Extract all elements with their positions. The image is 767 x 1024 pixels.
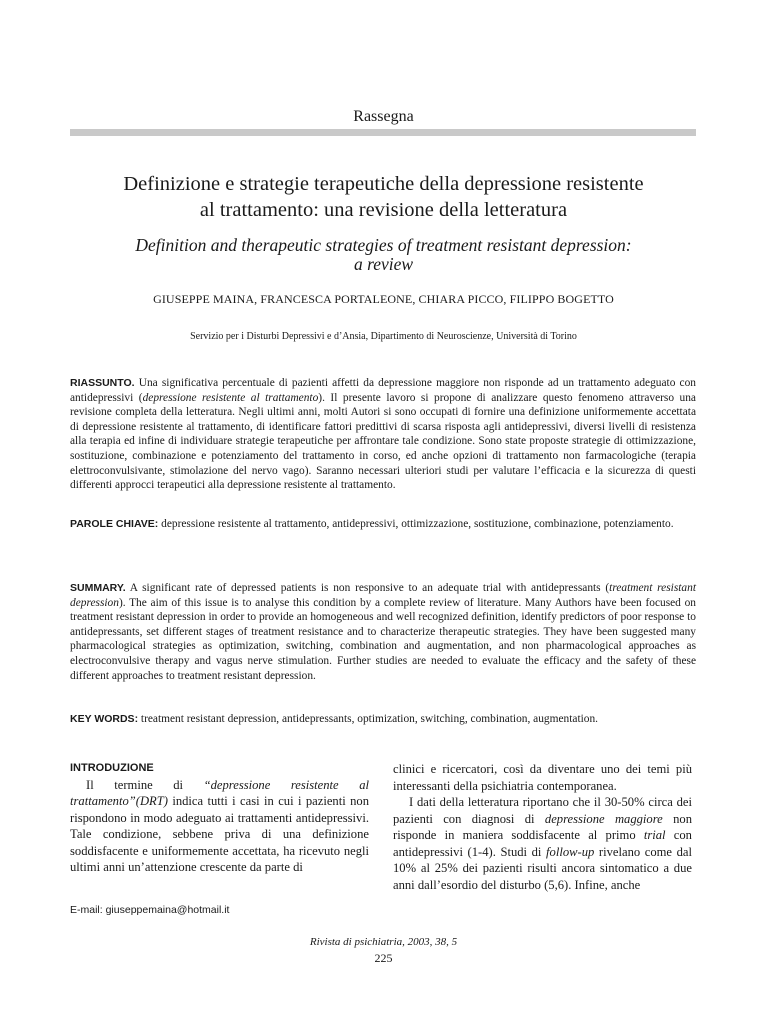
intro-p2-italic-3: follow-up bbox=[546, 844, 595, 859]
journal-citation: Rivista di psichiatria, 2003, 38, 5 bbox=[309, 936, 458, 948]
section-label: Rassegna bbox=[353, 108, 414, 125]
title-en-line-2: a review bbox=[353, 254, 414, 274]
author-email: E-mail: giuseppemaina@hotmail.it bbox=[70, 904, 230, 916]
key-words-text: treatment resistant depression, antidepressants, optimization, switching, combination, augmentation. bbox=[138, 713, 599, 725]
section-heading-introduzione: INTRODUZIONE bbox=[70, 762, 154, 774]
parole-chiave-label: PAROLE CHIAVE: bbox=[70, 518, 159, 530]
title-line-2: al trattamento: una revisione della letteratura bbox=[199, 199, 568, 221]
header-rule bbox=[70, 129, 696, 136]
intro-p1-italic: “depressione resistente al trattamento”(DRT) bbox=[70, 777, 369, 808]
key-words bbox=[70, 712, 696, 727]
summary-text-italic: treatment resistant depression bbox=[70, 582, 696, 609]
parole-chiave-text: depressione resistente al trattamento, antidepressivi, ottimizzazione, sostituzione, combinazione, potenziamento. bbox=[158, 518, 674, 530]
intro-p2-italic-2: trial bbox=[643, 828, 666, 842]
intro-p1-text-b: indica tutti i casi in cui i pazienti non rispondono in modo adeguato ai trattamenti antidepressivi. Tale condizione, sebbene priva di una definizione soddisfacente e uniformemente accettata, ha ricevuto negli ultimi anni un’attenzione crescente da parte di bbox=[70, 794, 369, 874]
intro-p2-text-c: con antidepressivi (1-4). Studi di bbox=[393, 828, 692, 859]
intro-p2-text-a: I dati della letteratura riportano che il 30-50% circa dei pazienti con diagnosi di bbox=[393, 795, 692, 826]
intro-paragraph-continued: clinici e ricercatori, così da diventare uno dei temi più interessanti della psichiatria contemporanea. bbox=[393, 762, 692, 793]
parole-chiave bbox=[70, 517, 696, 532]
article-title bbox=[80, 171, 687, 223]
intro-paragraph-2 bbox=[393, 794, 692, 893]
intro-paragraph-1 bbox=[70, 777, 369, 876]
summary-text-b: ). The aim of this issue is to analyse this condition by a complete review of literature. Many Authors have been focused on treatment resistant depression in order to provide an homogeneous and well recognized definition, identify predictors of poor response to antidepressants, set different stages of treatment resistance and to characterize therapeutic strategies. They have been suggested many pharmacological strategies as optimization, switching, combination and augmentation, and non pharmacological approaches as electroconvulsive therapy and vagus nerve stimulation. Further studies are needed to evaluate the efficacy and the safety of these different approaches to treatment resistant depression. bbox=[70, 596, 696, 682]
summary-text-a: A significant rate of depressed patients is non responsive to an adequate trial with antidepressants ( bbox=[125, 582, 610, 594]
riassunto-text-b: ). Il presente lavoro si propone di analizzare questo fenomeno attraverso una revisione completa della letteratura. Negli ultimi anni, molti Autori si sono occupati di fornire una definizione uniformemente accettata di depressione resistente al trattamento, di identificare fattori predittivi di scarsa risposta agli antidepressivi, diversi livelli di resistenza alla terapia ed infine di individuare strategie terapeutiche per affrontare tale condizione. Sono state proposte strategie di ottimizzazione, sostituzione, combinazione e potenziamento del trattamento in corso, ed anche opzioni di trattamento non farmacologiche (terapia elettroconvulsivante, stimolazione del nervo vago). Saranno necessari ulteriori studi per valutare l’efficacia e la sicurezza di questi differenti approcci terapeutici alla depressione resistente al trattamento. bbox=[70, 391, 696, 492]
intro-p2-text-b: non risponde in maniera soddisfacente al primo bbox=[393, 811, 692, 842]
riassunto-label: RIASSUNTO. bbox=[70, 377, 135, 389]
summary-label: SUMMARY. bbox=[70, 582, 126, 594]
article-title-english bbox=[80, 236, 687, 274]
riassunto-text-a: Una significativa percentuale di pazienti affetti da depressione maggiore non risponde ad un trattamento adeguato con antidepressivi ( bbox=[70, 377, 696, 404]
title-line-1: Definizione e strategie terapeutiche della depressione resistente bbox=[123, 173, 644, 195]
summary-abstract bbox=[70, 581, 696, 683]
affiliation: Servizio per i Disturbi Depressivi e d’Ansia, Dipartimento di Neuroscienze, Università di Torino bbox=[190, 331, 577, 342]
body-column-left bbox=[70, 760, 369, 876]
body-column-right bbox=[393, 761, 692, 893]
key-words-label: KEY WORDS: bbox=[70, 713, 139, 725]
intro-p2-italic-1: depressione maggiore bbox=[544, 811, 663, 826]
intro-p2-text-d: rivelano come dal 10% al 25% dei pazienti risulti ancora sintomatico a due anni dall’esordio del disturbo (5,6). Infine, anche bbox=[393, 844, 692, 892]
authors: GIUSEPPE MAINA, FRANCESCA PORTALEONE, CHIARA PICCO, FILIPPO BOGETTO bbox=[153, 292, 614, 306]
title-en-line-1: Definition and therapeutic strategies of treatment resistant depression: bbox=[135, 235, 632, 255]
intro-p1-text-a: Il termine di bbox=[86, 777, 204, 792]
riassunto-abstract bbox=[70, 376, 696, 493]
page-number: 225 bbox=[374, 951, 393, 965]
riassunto-text-italic: depressione resistente al trattamento bbox=[142, 391, 319, 404]
